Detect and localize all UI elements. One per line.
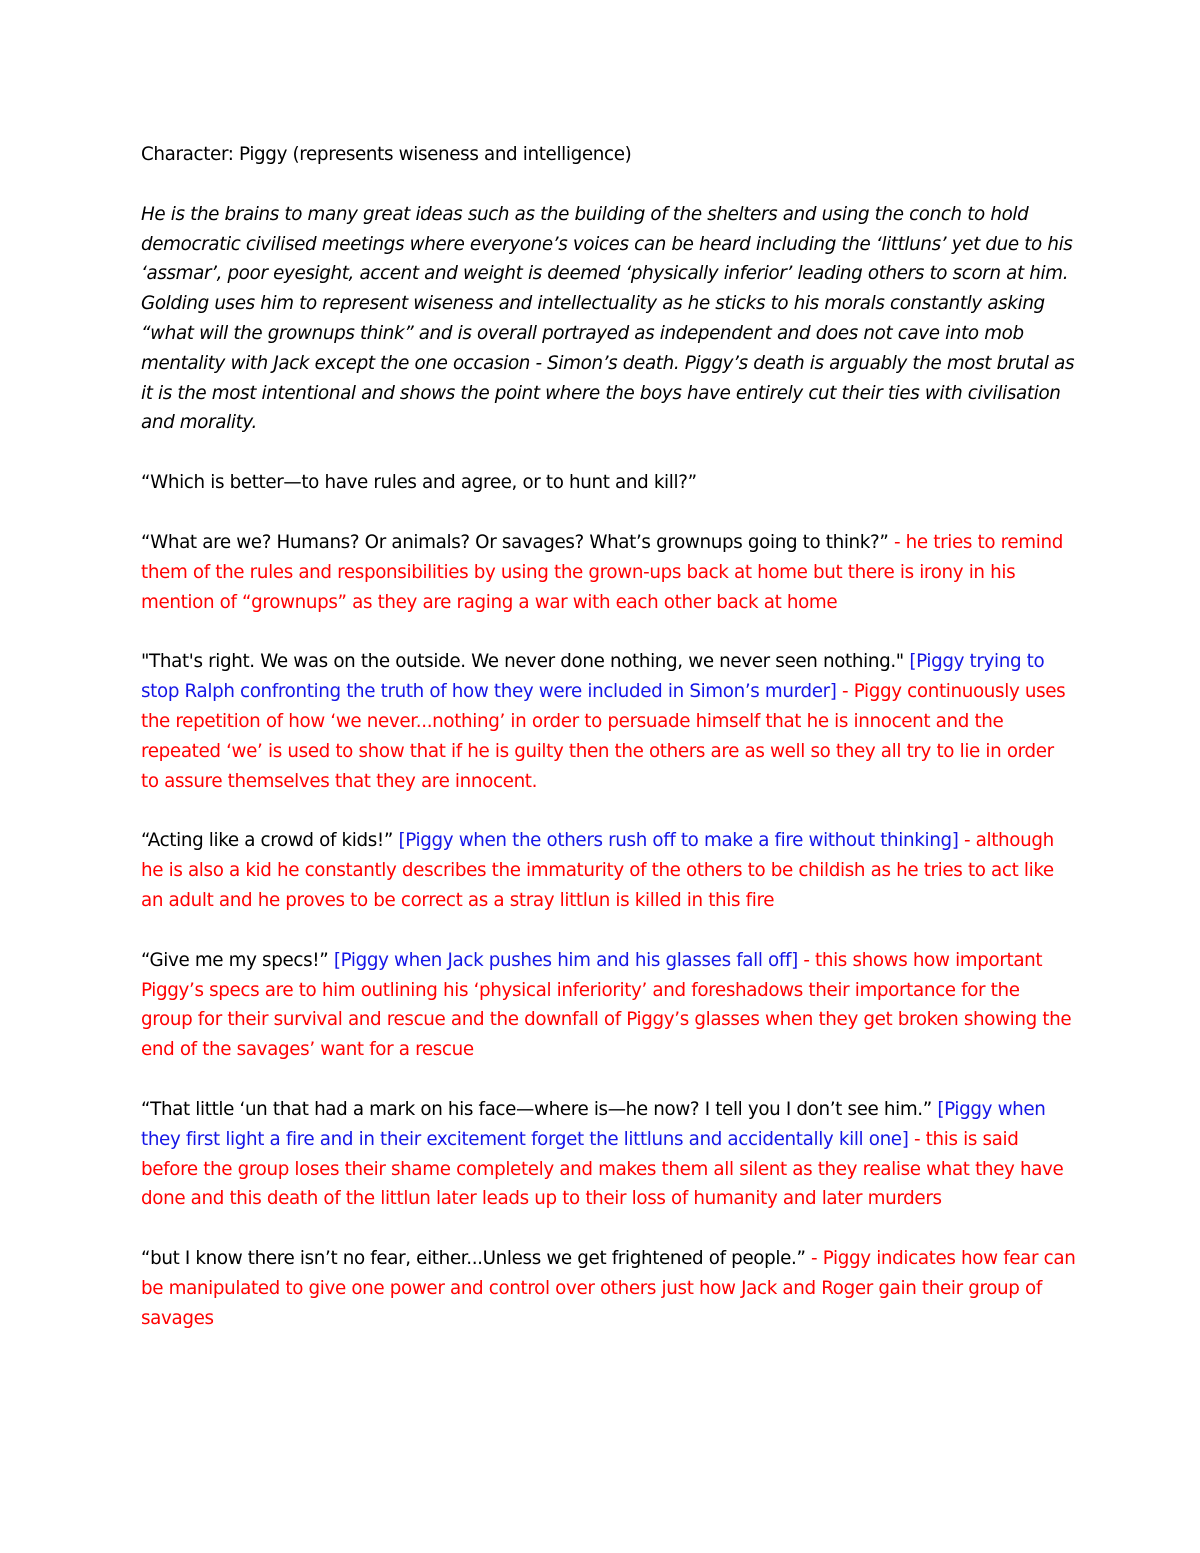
quote-paragraph: [141, 468, 1076, 498]
quote-text: “Which is better—to have rules and agree, or to hunt and kill?”: [141, 472, 697, 494]
document-body: [141, 140, 1076, 1364]
document-heading: Character: Piggy (represents wiseness and intelligence): [141, 144, 632, 165]
quote-context: [Piggy when they first light a fire and in their excitement forget the littluns and accidentally kill one]: [141, 1098, 1046, 1150]
quote-text: “That little ‘un that had a mark on his face—where is—he now? I tell you I don’t see him.”: [141, 1098, 938, 1120]
quote-context: [Piggy when the others rush off to make a fire without thinking]: [398, 830, 959, 852]
quote-paragraph: [141, 528, 1076, 617]
quote-paragraph: [141, 1095, 1076, 1214]
quote-text: “What are we? Humans? Or animals? Or savages? What’s grownups going to think?”: [141, 531, 889, 553]
quote-analysis: - Piggy indicates how fear can be manipulated to give one power and control over others just how Jack and Roger gain their group of savages: [141, 1248, 1076, 1329]
quote-analysis: - this is said before the group loses their shame completely and makes them all silent as they realise what they have done and this death of the littlun later leads up to their loss of humanity and later murders: [141, 1128, 1064, 1210]
quote-text: "That's right. We was on the outside. We never done nothing, we never seen nothing.": [141, 651, 910, 673]
quote-analysis: - he tries to remind them of the rules and responsibilities by using the grown-ups back at home but there is irony in his mention of “grownups” as they are raging a war with each other back at home: [141, 531, 1063, 613]
quote-analysis: - this shows how important Piggy’s specs are to him outlining his ‘physical inferiority’ and foreshadows their importance for the group for their survival and rescue and the downfall of Piggy’s glasses when they get broken showing the end of the savages’ want for a rescue: [141, 949, 1072, 1061]
quote-paragraph: [141, 647, 1076, 796]
quote-analysis: - although he is also a kid he constantly describes the immaturity of the others to be childish as he tries to act like an adult and he proves to be correct as a stray littlun is killed in this fire: [141, 830, 1054, 911]
quote-text: “but I know there isn’t no fear, either...Unless we get frightened of people.”: [141, 1248, 806, 1270]
quote-text: “Give me my specs!”: [141, 949, 334, 971]
quote-paragraph: [141, 826, 1076, 915]
quote-context: [Piggy trying to stop Ralph confronting the truth of how they were included in Simon’s murder]: [141, 651, 1045, 703]
quote-paragraph: [141, 946, 1076, 1065]
quote-paragraph: [141, 1244, 1076, 1333]
quote-context: [Piggy when Jack pushes him and his glasses fall off]: [333, 949, 798, 971]
character-summary: He is the brains to many great ideas such as the building of the shelters and using the conch to hold democratic civilised meetings where everyone’s voices can be heard including the ‘littluns’ yet due to his ‘assmar’, poor eyesight, accent and weight is deemed ‘physically inferior’ leading others to scorn at him. Golding uses him to represent wiseness and intellectuality as he sticks to his morals constantly asking “what will the grownups think” and is overall portrayed as independent and does not cave into mob mentality with Jack except the one occasion - Simon’s death. Piggy’s death is arguably the most brutal as it is the most intentional and shows the point where the boys have entirely cut their ties with civilisation and morality.: [141, 203, 1075, 434]
quote-analysis: - Piggy continuously uses the repetition of how ‘we never...nothing’ in order to persuade himself that he is innocent and the repeated ‘we’ is used to show that if he is guilty then the others are as well so they all try to lie in order to assure themselves that they are innocent.: [141, 681, 1066, 792]
quote-text: “Acting like a crowd of kids!”: [141, 830, 399, 852]
